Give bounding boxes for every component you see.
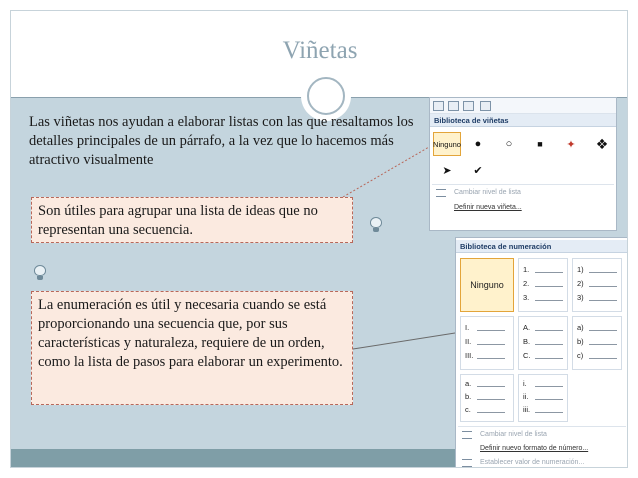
numbering-value-icon (462, 459, 472, 467)
change-list-level-menu-item[interactable]: Cambiar nivel de lista (432, 186, 614, 200)
bullet-option[interactable]: ❖ (588, 132, 616, 156)
bullet-option-none[interactable]: Ninguno (433, 132, 461, 156)
bullet-option[interactable]: ■ (526, 132, 554, 156)
list-level-icon (462, 431, 472, 439)
bullet-option[interactable]: ✔ (464, 158, 492, 182)
numbering-option[interactable]: i. ii. iii. (518, 374, 568, 422)
set-numbering-value-menu-item[interactable]: Establecer valor de numeración... (458, 456, 626, 468)
multilevel-list-icon[interactable] (463, 101, 474, 111)
list-toolbar (430, 98, 616, 114)
menu-separator (432, 184, 614, 185)
bullet-library-header: Biblioteca de viñetas (430, 114, 616, 127)
list-level-icon (436, 189, 446, 197)
bullet-library-panel (429, 97, 617, 231)
numbering-option-none[interactable]: Ninguno (460, 258, 514, 312)
numbering-option[interactable]: a) b) c) (572, 316, 622, 370)
numbering-library-header: Biblioteca de numeración (456, 240, 628, 253)
change-list-level-menu-item[interactable]: Cambiar nivel de lista (458, 428, 626, 442)
bullet-option[interactable]: ✦ (557, 132, 585, 156)
numbering-option[interactable]: 1. 2. 3. (518, 258, 568, 312)
bullet-option[interactable]: ○ (495, 132, 523, 156)
numbering-option[interactable]: a. b. c. (460, 374, 514, 422)
numbering-note-box: La enumeración es útil y necesaria cuando se está proporcionando una secuencia que, por sus características y naturaleza, requiere de un orden, como la lista de pasos para elaborar un experimento. (31, 291, 353, 405)
define-number-format-menu-item[interactable]: Definir nuevo formato de número... (480, 445, 589, 452)
numbering-option[interactable]: 1) 2) 3) (572, 258, 622, 312)
slide (10, 10, 628, 468)
numbering-option[interactable]: A. B. C. (518, 316, 568, 370)
numbering-library-panel (455, 237, 628, 468)
slide-title: Viñetas (282, 37, 358, 64)
menu-separator (458, 426, 626, 427)
bullet-option[interactable]: ● (464, 132, 492, 156)
numbering-option[interactable]: I. II. III. (460, 316, 514, 370)
bullets-button-icon[interactable] (433, 101, 444, 111)
intro-text: Las viñetas nos ayudan a elaborar listas con las que resaltamos los detalles principales de un párrafo, a la vez que lo hacemos más atractivo visualmente (29, 114, 414, 168)
bullets-note-box: Son útiles para agrupar una lista de ideas que no representan una secuencia. (31, 197, 353, 243)
define-new-bullet-menu-item[interactable]: Definir nueva viñeta... (454, 204, 522, 211)
decrease-indent-icon[interactable] (480, 101, 491, 111)
bullet-option[interactable]: ➤ (433, 158, 461, 182)
numbering-button-icon[interactable] (448, 101, 459, 111)
